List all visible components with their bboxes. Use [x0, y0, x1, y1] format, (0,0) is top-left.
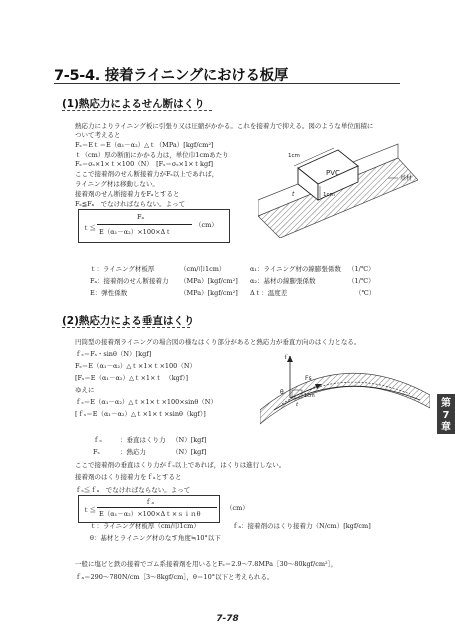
legend1-row3-a: E：弾性係数 [90, 289, 128, 297]
sub2-line-2: ｆₛ＝Fₛ・sinθ（N）[kgf] [75, 350, 152, 358]
base-label: 基材 [400, 175, 413, 182]
section-title-rule [54, 83, 400, 84]
sub1-line-5: Fₛ＝σₛ×1×ｔ×100（N） [Fₛ＝σₛ×1×ｔkgf] [75, 160, 214, 168]
sub1-line-8: 接着剤のせん断接着力をFₐとすると [75, 190, 180, 198]
closing-line-1: 一般に塩ビと鉄の接着でゴム系接着剤を用いるとFₛ＝2.9～7.8MPa［30～80kgf/cm²］， [75, 560, 338, 568]
formula1-fraction-bar [97, 224, 192, 225]
legend1-row3-d: （℃） [355, 289, 376, 297]
chapter-tab [437, 394, 455, 434]
legend2-t: ｔ：ライニング材板厚（cm/巾1cm） [90, 522, 200, 530]
formula2-denominator: E（α₁－α₂）×100×Δｔ×ｓｉｎθ [99, 510, 201, 518]
def-fs-unit: （N）[kgf] [172, 436, 207, 444]
legend1-row1-b: （cm/巾1cm） [180, 265, 226, 273]
sub2-line-7: [ｆₛ＝E（α₁－α₂）△ｔ×1×ｔ×sinθ（kgf）] [75, 410, 206, 418]
dim-t-2: t [296, 402, 299, 408]
sub1-line-6: ここで接着剤のせん断接着力がFₛ以上であれば， [75, 170, 219, 178]
sub1-formula-box [78, 209, 230, 243]
sub2-formula-box [78, 495, 220, 523]
formula2-numerator: ｆₐ [145, 498, 155, 506]
section-title: 7-5-4. 接着ライニングにおける板厚 [54, 68, 289, 84]
dim-1cm-a: 1cm [288, 153, 300, 159]
closing-line-2: ｆₐ＝290～780N/cm［3～8kgf/cm］，θ＝10°以下と考えられる。 [75, 573, 274, 581]
legend2-fa: ｆₐ：接着剤のはくり接着力（N/cm）[kgf/cm] [232, 522, 371, 530]
sub1-line-9: Fₛ≦Fₐ でなければならない。よって [75, 200, 186, 208]
sub2-line-3: Fₛ＝E（α₁－α₂）△ｔ×1×ｔ×100（N） [75, 362, 197, 370]
sub1-line-7: ライニング材は移動しない。 [75, 180, 159, 188]
page-number: 7-78 [216, 614, 239, 624]
legend1-row1-d: （1/℃） [348, 265, 375, 273]
legend1-row2-a: Fₐ：接着剤のせん断接着力 [90, 277, 169, 285]
sub1-line-3: Fₛ＝Eｔ＝E（α₁－α₂）△ｔ（MPa）[kgf/cm²] [75, 141, 214, 149]
formula1-numerator: Fₐ [137, 213, 145, 221]
shear-peel-figure [258, 138, 418, 238]
sub1-line-2: ついて考えると [75, 131, 121, 139]
legend1-row3-c: Δｔ：温度差 [250, 289, 288, 297]
sub2-para2-line-3: ｆₛ≦ｆₐ でなければならない。よって [75, 486, 191, 494]
formula2-lhs: ｔ≦ [83, 506, 96, 514]
sub2-line-5: ゆえに [75, 386, 95, 394]
sub2-line-4: [Fₛ＝E（α₁－α₂）△ｔ×1×ｔ （kgf）] [75, 374, 189, 382]
formula2-fraction-bar [97, 507, 217, 508]
sub2-heading: (2)熱応力による垂直はくり [62, 315, 195, 327]
legend1-row2-c: α₂：基材の線膨張係数 [250, 277, 316, 285]
def-Fs-symbol: Fₛ [93, 448, 100, 456]
def-fs-desc: ：垂直はくり力 [120, 436, 166, 444]
vertical-peel-figure [260, 350, 430, 440]
legend1-row2-b: （MPa）[kgf/cm²] [180, 277, 238, 285]
sub1-heading-rule [62, 110, 212, 111]
sub1-line-4: ｔ（cm）厚の断面にかかる力は，単位巾1cmあたり [75, 151, 229, 159]
fs-label: ｆs [283, 355, 292, 361]
legend2-theta: θ：基材とライニング材のなす角度≒10°以下 [90, 534, 221, 542]
sub2-heading-rule [62, 327, 190, 328]
dim-1cm-b: 1cm [323, 192, 335, 198]
chapter-tab-line1: 第 [441, 398, 451, 409]
legend1-row3-b: （MPa）[kgf/cm²] [180, 289, 238, 297]
Fs-label: Fs [305, 375, 312, 382]
sub2-para2-line-2: 接着剤のはくり接着力をｆₐとすると [75, 473, 182, 481]
sub2-line-1: 円筒型の接着剤ライニングの場合図の様なはくり部分があると熱応力が垂直方向のはく力となる。 [75, 338, 361, 346]
legend1-row1-c: α₁：ライニング材の線膨張係数 [250, 265, 341, 273]
formula1-unit: （cm） [195, 221, 218, 229]
def-Fs-desc: ：熱応力 [120, 448, 146, 456]
formula1-lhs: ｔ≦ [83, 224, 96, 232]
chapter-tab-line3: 章 [441, 422, 451, 433]
formula2-unit: （cm） [226, 504, 249, 512]
def-Fs-unit: （N）[kgf] [172, 448, 207, 456]
theta-label: θ [280, 389, 284, 396]
chapter-tab-line2: 7 [442, 410, 450, 421]
sub1-heading: (1)熱応力によるせん断はくり [62, 98, 205, 110]
formula1-denominator: E（α₁－α₂）×100×Δｔ [99, 228, 172, 236]
legend1-row1-a: ｔ：ライニング材板厚 [90, 265, 155, 273]
dim-1cm-c: 1cm [304, 393, 315, 399]
legend1-row2-d: （1/℃） [348, 277, 375, 285]
sub2-line-6: ｆₛ＝E（α₁－α₂）△ｔ×1×ｔ×100×sinθ（N） [75, 398, 217, 406]
dim-t: t [292, 191, 295, 198]
cylinder-base-shape [260, 373, 430, 424]
sub2-para2-line-1: ここで接着剤の垂直はくり力がｆₛ以上であれば，はくりは進行しない。 [75, 461, 286, 469]
def-fs-symbol: ｆₛ [93, 436, 102, 444]
sub1-line-1: 熱応力によりライニング板に引張り又は圧縮がかかる。これを接着力で抑える。図のような単位面積に [75, 122, 374, 130]
pvc-label: PVC [326, 169, 340, 177]
